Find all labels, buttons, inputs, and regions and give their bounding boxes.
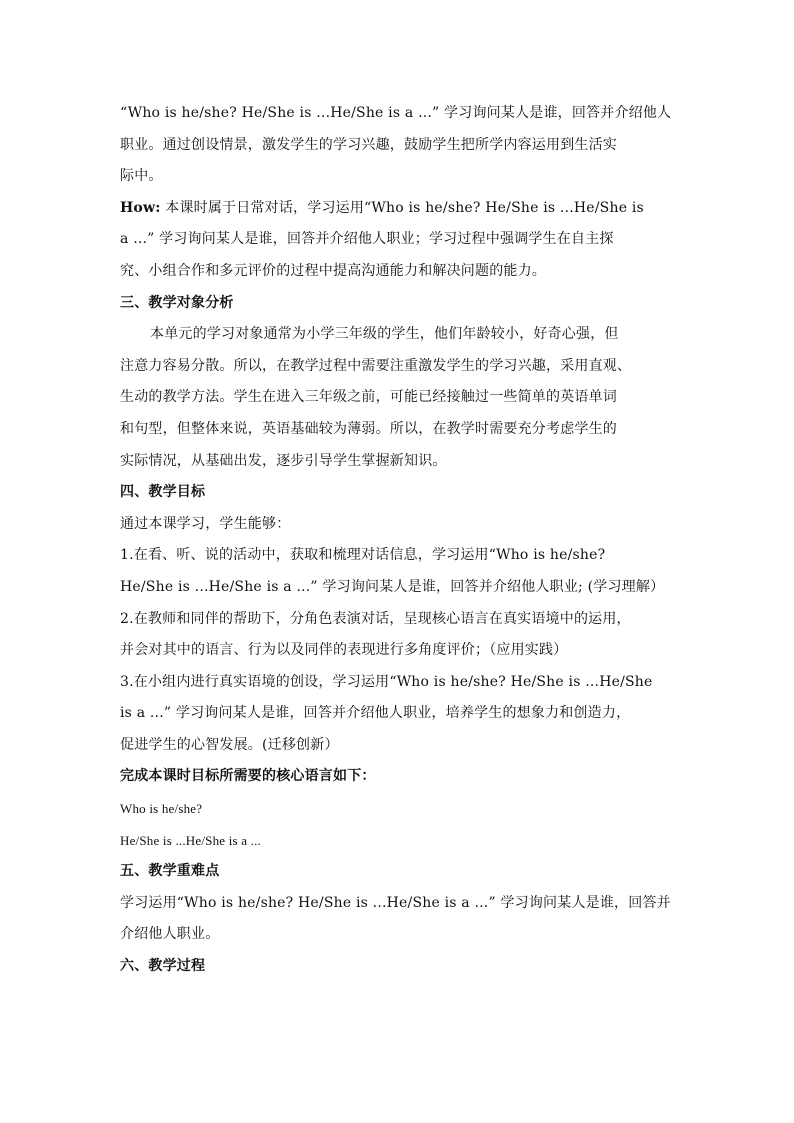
objective-line: 1.在看、听、说的活动中，获取和梳理对话信息，学习运用“Who is he/she?	[120, 547, 606, 564]
objective-line: 促进学生的心智发展。(迁移创新）	[120, 736, 339, 753]
paragraph-line: a ...” 学习询问某人是谁，回答并介绍他人职业；学习过程中强调学生在自主探	[120, 231, 614, 248]
section-heading: 六、教学过程	[120, 958, 206, 975]
paragraph-line: 学习运用“Who is he/she? He/She is ...He/She is a ...” 学习询问某人是谁，回答并	[120, 894, 671, 911]
objective-line: He/She is ...He/She is a ...” 学习询问某人是谁，回答并介绍他人职业; (学习理解）	[120, 578, 665, 595]
section-heading: 四、教学目标	[120, 484, 206, 501]
paragraph-line: 生动的教学方法。学生在进入三年级之前，可能已经接触过一些简单的英语单词	[120, 389, 617, 406]
objective-line: 并会对其中的语言、行为以及同伴的表现进行多角度评价；（应用实践）	[120, 642, 568, 659]
paragraph-line: 注意力容易分散。所以，在教学过程中需要注重激发学生的学习兴趣，采用直观、	[120, 357, 632, 374]
how-text: 本课时属于日常对话，学习运用“Who is he/she? He/She is ...He/She is	[160, 199, 644, 216]
paragraph-line: 实际情况，从基础出发，逐步引导学生掌握新知识。	[120, 452, 447, 469]
core-language-line: Who is he/she?	[120, 801, 203, 817]
section-heading: 三、教学对象分析	[120, 294, 234, 311]
document-body	[120, 98, 680, 983]
core-language-line: He/She is ...He/She is a ...	[120, 832, 262, 848]
paragraph-line: 际中。	[120, 168, 163, 185]
core-language-heading: 完成本课时目标所需要的核心语言如下：	[120, 768, 376, 785]
paragraph-line: 究、小组合作和多元评价的过程中提高沟通能力和解决问题的能力。	[120, 262, 546, 279]
objective-line: 3.在小组内进行真实语境的创设，学习运用“Who is he/she? He/She is ...He/She	[120, 673, 653, 690]
paragraph-line: “Who is he/she? He/She is ...He/She is a ...” 学习询问某人是谁，回答并介绍他人	[120, 105, 672, 121]
objective-line: is a ...” 学习询问某人是谁，回答并介绍他人职业，培养学生的想象力和创造力，	[120, 705, 631, 722]
paragraph-line: 介绍他人职业。	[120, 926, 220, 943]
objective-line: 2.在教师和同伴的帮助下，分角色表演对话，呈现核心语言在真实语境中的运用，	[120, 610, 631, 627]
how-label: How:	[120, 199, 161, 216]
paragraph-line: 通过本课学习，学生能够：	[120, 515, 291, 532]
paragraph-line: 和句型，但整体来说，英语基础较为薄弱。所以，在教学时需要充分考虑学生的	[120, 420, 617, 437]
section-heading: 五、教学重难点	[120, 863, 220, 880]
paragraph-line: 本单元的学习对象通常为小学三年级的学生，他们年龄较小，好奇心强，但	[150, 326, 619, 343]
paragraph-line: 职业。通过创设情景，激发学生的学习兴趣，鼓励学生把所学内容运用到生活实	[120, 136, 617, 153]
how-line	[120, 193, 680, 225]
